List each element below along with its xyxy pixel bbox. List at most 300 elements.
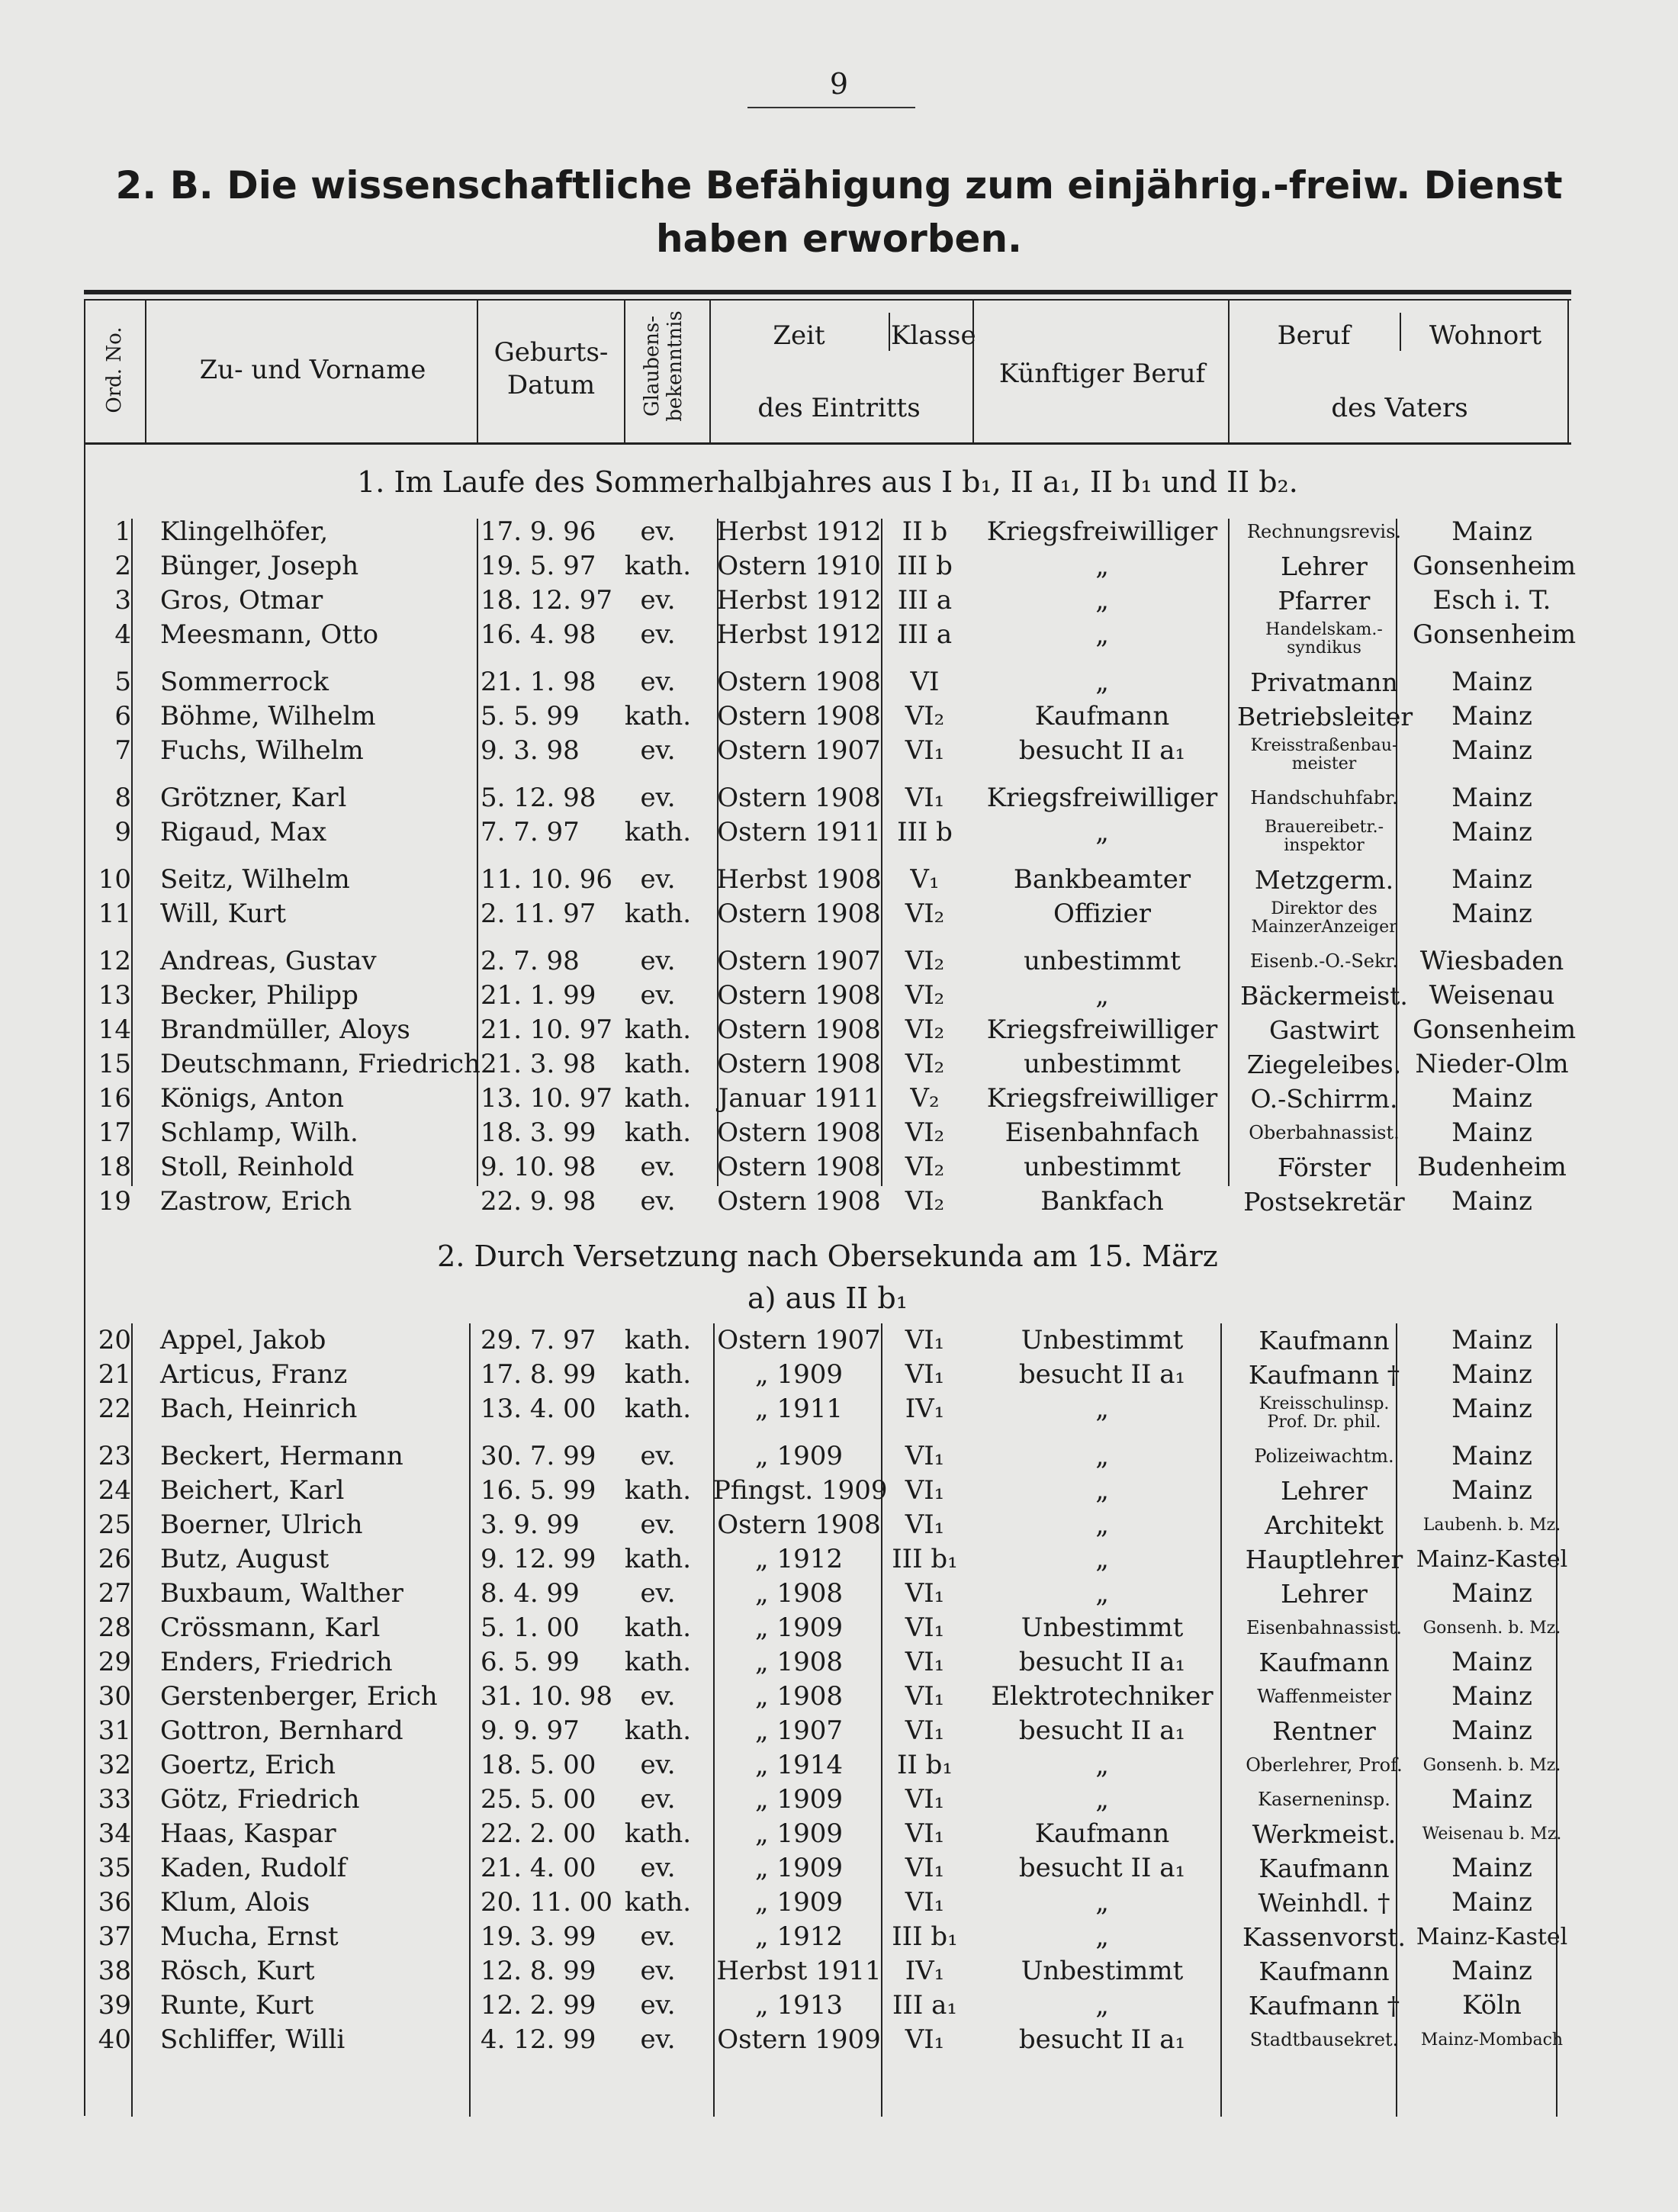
row-religion: ev. bbox=[640, 2024, 676, 2055]
row-future-job: „ bbox=[1095, 1509, 1109, 1540]
row-future-job: „ bbox=[1095, 1544, 1109, 1574]
row-entry-class: III a bbox=[897, 619, 953, 650]
table-row bbox=[84, 1185, 1571, 1219]
row-number: 27 bbox=[98, 1578, 131, 1609]
row-religion: ev. bbox=[640, 1750, 676, 1780]
row-entry-time: „ 1909 bbox=[755, 1887, 843, 1918]
row-number: 40 bbox=[98, 2024, 131, 2055]
table-row bbox=[84, 1150, 1571, 1185]
table-row bbox=[84, 1013, 1577, 1047]
header-religion-2: bekenntnis bbox=[664, 310, 686, 422]
row-future-job: besucht II a₁ bbox=[1018, 2024, 1186, 2055]
table-row bbox=[84, 863, 1571, 897]
row-father-town: Mainz bbox=[1451, 701, 1532, 731]
row-religion: kath. bbox=[624, 551, 692, 581]
row-father-town: Esch i. T. bbox=[1432, 585, 1551, 616]
row-future-job: „ bbox=[1095, 1784, 1109, 1815]
row-future-job: Kaufmann bbox=[1034, 1818, 1170, 1849]
table-row bbox=[84, 1920, 1571, 1954]
page-number-rule bbox=[747, 107, 915, 108]
row-birth-date: 2. 7. 98 bbox=[481, 946, 580, 976]
table-row bbox=[84, 781, 1571, 815]
row-entry-class: VI₂ bbox=[905, 1049, 945, 1079]
table-row bbox=[84, 1611, 1571, 1645]
row-entry-time: „ 1907 bbox=[755, 1715, 843, 1746]
row-entry-time: „ 1908 bbox=[755, 1681, 843, 1712]
row-number: 24 bbox=[98, 1475, 131, 1506]
row-entry-time: Herbst 1912 bbox=[716, 585, 882, 616]
row-entry-time: Ostern 1908 bbox=[717, 899, 881, 929]
row-religion: ev. bbox=[640, 1578, 676, 1609]
row-future-job: „ bbox=[1095, 551, 1109, 581]
row-name: Seitz, Wilhelm bbox=[160, 864, 350, 895]
table-row bbox=[84, 897, 1571, 944]
header-ord: Ord. No. bbox=[103, 326, 126, 413]
section-1-heading: 1. Im Laufe des Sommerhalbjahres aus I b₁, II a₁, II b₁ und II b₂. bbox=[357, 465, 1298, 499]
row-name: Brandmüller, Aloys bbox=[160, 1014, 410, 1045]
row-number: 12 bbox=[98, 946, 131, 976]
row-number: 30 bbox=[98, 1681, 131, 1712]
row-number: 22 bbox=[98, 1394, 131, 1424]
row-future-job: „ bbox=[1095, 1750, 1109, 1780]
row-birth-date: 21. 1. 98 bbox=[481, 667, 596, 697]
row-father-job: Kaserneninsp. bbox=[1258, 1789, 1390, 1810]
table-row bbox=[84, 979, 1571, 1013]
row-number: 8 bbox=[114, 783, 131, 813]
row-future-job: Bankbeamter bbox=[1013, 864, 1191, 895]
row-entry-class: VI₁ bbox=[905, 1818, 945, 1849]
row-number: 34 bbox=[98, 1818, 131, 1849]
row-entry-time: „ 1912 bbox=[755, 1921, 843, 1952]
row-religion: ev. bbox=[640, 1853, 676, 1883]
header-religion-1: Glaubens- bbox=[641, 315, 664, 417]
row-number: 37 bbox=[98, 1921, 131, 1952]
row-entry-time: Ostern 1910 bbox=[717, 551, 881, 581]
row-birth-date: 22. 9. 98 bbox=[481, 1186, 596, 1217]
row-father-town: Mainz bbox=[1451, 1681, 1532, 1712]
row-father-job: Stadtbausekret. bbox=[1249, 2029, 1399, 2050]
row-name: Rösch, Kurt bbox=[160, 1956, 315, 1986]
row-religion: kath. bbox=[624, 1647, 692, 1677]
row-father-town: Mainz bbox=[1451, 1784, 1532, 1815]
row-entry-time: Pfingst. 1909 bbox=[713, 1475, 888, 1506]
row-entry-class: VI₂ bbox=[905, 1014, 945, 1045]
row-entry-class: VI₁ bbox=[905, 735, 945, 766]
table-row bbox=[84, 1439, 1571, 1474]
row-name: Runte, Kurt bbox=[160, 1990, 314, 2021]
row-father-job: Architekt bbox=[1265, 1510, 1384, 1540]
row-birth-date: 12. 2. 99 bbox=[481, 1990, 596, 2021]
row-entry-time: „ 1909 bbox=[755, 1853, 843, 1883]
row-father-town: Gonsenheim bbox=[1413, 619, 1577, 650]
row-religion: ev. bbox=[640, 980, 676, 1011]
row-father-town: Weisenau b. Mz. bbox=[1422, 1825, 1562, 1844]
row-religion: ev. bbox=[640, 1186, 676, 1217]
row-father-town: Mainz bbox=[1451, 1647, 1532, 1677]
row-entry-time: Herbst 1911 bbox=[716, 1956, 882, 1986]
page-title: 2. B. Die wissenschaftliche Befähigung zum einjährig.-freiw. Dienst haben erworben. bbox=[115, 163, 1563, 261]
row-entry-time: „ 1912 bbox=[755, 1544, 843, 1574]
table-row bbox=[84, 1047, 1571, 1082]
row-birth-date: 31. 10. 98 bbox=[481, 1681, 613, 1712]
table-row bbox=[84, 1358, 1571, 1392]
row-father-job: Förster bbox=[1277, 1153, 1371, 1182]
row-religion: kath. bbox=[624, 899, 692, 929]
table-row bbox=[84, 1116, 1571, 1150]
row-entry-time: Ostern 1908 bbox=[717, 783, 881, 813]
row-religion: kath. bbox=[624, 1612, 692, 1643]
row-name: Gros, Otmar bbox=[160, 585, 323, 616]
row-father-town: Mainz bbox=[1451, 1475, 1532, 1506]
row-father-town: Laubenh. b. Mz. bbox=[1422, 1516, 1561, 1535]
row-religion: ev. bbox=[640, 619, 676, 650]
row-birth-date: 11. 10. 96 bbox=[481, 864, 613, 895]
row-father-town: Gonsenheim bbox=[1413, 1014, 1577, 1045]
row-entry-time: Ostern 1907 bbox=[717, 735, 881, 766]
row-father-town: Wiesbaden bbox=[1419, 946, 1564, 976]
row-name: Bach, Heinrich bbox=[160, 1394, 358, 1424]
row-entry-class: VI₁ bbox=[905, 1853, 945, 1883]
row-number: 36 bbox=[98, 1887, 131, 1918]
row-religion: ev. bbox=[640, 516, 676, 547]
table-row bbox=[84, 1508, 1571, 1542]
row-number: 23 bbox=[98, 1441, 131, 1471]
row-number: 31 bbox=[98, 1715, 131, 1746]
row-number: 21 bbox=[98, 1359, 131, 1390]
row-entry-class: VI₁ bbox=[905, 1647, 945, 1677]
row-number: 39 bbox=[98, 1990, 131, 2021]
row-entry-class: VI₁ bbox=[905, 1509, 945, 1540]
row-entry-time: „ 1909 bbox=[755, 1359, 843, 1390]
row-future-job: besucht II a₁ bbox=[1018, 1715, 1186, 1746]
row-name: Stoll, Reinhold bbox=[160, 1152, 355, 1182]
row-entry-time: „ 1914 bbox=[755, 1750, 843, 1780]
row-entry-time: Ostern 1908 bbox=[717, 1117, 881, 1148]
row-father-town: Mainz bbox=[1451, 667, 1532, 697]
row-birth-date: 16. 5. 99 bbox=[481, 1475, 596, 1506]
row-name: Crössmann, Karl bbox=[160, 1612, 381, 1643]
table-row bbox=[84, 515, 1571, 549]
row-future-job: Kriegsfreiwilliger bbox=[986, 1014, 1218, 1045]
table-row bbox=[84, 1783, 1571, 1817]
row-birth-date: 19. 3. 99 bbox=[481, 1921, 596, 1952]
row-father-job: Rechnungsrevis. bbox=[1246, 521, 1402, 542]
row-birth-date: 16. 4. 98 bbox=[481, 619, 596, 650]
table-row bbox=[84, 1714, 1571, 1748]
row-entry-class: VI₂ bbox=[905, 701, 945, 731]
row-father-town: Mainz bbox=[1451, 817, 1532, 847]
row-entry-time: Ostern 1908 bbox=[717, 701, 881, 731]
row-number: 35 bbox=[98, 1853, 131, 1883]
row-father-job: Kaufmann bbox=[1258, 1326, 1390, 1355]
row-entry-time: „ 1908 bbox=[755, 1578, 843, 1609]
row-father-town: Weisenau bbox=[1429, 980, 1555, 1011]
section-2-heading: 2. Durch Versetzung nach Obersekunda am 15. März bbox=[437, 1239, 1218, 1273]
row-future-job: „ bbox=[1095, 1887, 1109, 1918]
header-klasse: Klasse bbox=[891, 320, 976, 351]
row-name: Beckert, Hermann bbox=[160, 1441, 403, 1471]
row-religion: ev. bbox=[640, 1956, 676, 1986]
row-birth-date: 17. 9. 96 bbox=[481, 516, 596, 547]
row-entry-class: VI₁ bbox=[905, 2024, 945, 2055]
row-number: 17 bbox=[98, 1117, 131, 1148]
row-father-job: Privatmann bbox=[1250, 667, 1398, 697]
row-religion: kath. bbox=[624, 1049, 692, 1079]
row-number: 10 bbox=[98, 864, 131, 895]
row-religion: kath. bbox=[624, 1544, 692, 1574]
row-entry-class: VI₁ bbox=[905, 1475, 945, 1506]
row-number: 1 bbox=[114, 516, 131, 547]
row-number: 20 bbox=[98, 1325, 131, 1355]
row-entry-time: Ostern 1908 bbox=[717, 1509, 881, 1540]
row-future-job: unbestimmt bbox=[1024, 946, 1181, 976]
row-father-town: Mainz bbox=[1451, 735, 1532, 766]
row-future-job: Unbestimmt bbox=[1021, 1612, 1184, 1643]
row-birth-date: 29. 7. 97 bbox=[481, 1325, 596, 1355]
row-number: 32 bbox=[98, 1750, 131, 1780]
header-divider bbox=[624, 301, 625, 442]
table-row bbox=[84, 1886, 1571, 1920]
row-father-job: Waffenmeister bbox=[1257, 1686, 1391, 1707]
header-divider bbox=[1400, 313, 1401, 351]
table-row bbox=[84, 699, 1571, 734]
row-name: Goertz, Erich bbox=[160, 1750, 336, 1780]
row-future-job: Kriegsfreiwilliger bbox=[986, 516, 1218, 547]
row-birth-date: 9. 12. 99 bbox=[481, 1544, 596, 1574]
row-birth-date: 30. 7. 99 bbox=[481, 1441, 596, 1471]
row-birth-date: 2. 11. 97 bbox=[481, 899, 596, 929]
row-religion: kath. bbox=[624, 1117, 692, 1148]
row-name: Appel, Jakob bbox=[160, 1325, 326, 1355]
row-number: 18 bbox=[98, 1152, 131, 1182]
row-name: Haas, Kaspar bbox=[160, 1818, 336, 1849]
table-row bbox=[84, 1542, 1571, 1577]
row-future-job: Kaufmann bbox=[1034, 701, 1170, 731]
table-row bbox=[84, 1645, 1571, 1680]
row-future-job: „ bbox=[1095, 667, 1109, 697]
header-divider bbox=[709, 301, 711, 442]
row-entry-time: Ostern 1908 bbox=[717, 1152, 881, 1182]
row-father-job: Handelskam.-syndikus bbox=[1265, 620, 1383, 657]
row-entry-class: VI₁ bbox=[905, 1784, 945, 1815]
section-1-rows bbox=[84, 515, 1577, 1219]
table-row bbox=[84, 1954, 1571, 1989]
table-row bbox=[84, 1989, 1571, 2023]
row-father-town: Budenheim bbox=[1417, 1152, 1567, 1182]
row-birth-date: 13. 10. 97 bbox=[481, 1083, 613, 1114]
row-future-job: Unbestimmt bbox=[1021, 1956, 1184, 1986]
row-birth-date: 22. 2. 00 bbox=[481, 1818, 596, 1849]
row-father-job: Oberlehrer, Prof. bbox=[1246, 1754, 1403, 1776]
row-father-job: Eisenbahnassist. bbox=[1246, 1617, 1402, 1638]
row-future-job: „ bbox=[1095, 619, 1109, 650]
row-future-job: Kriegsfreiwilliger bbox=[986, 783, 1218, 813]
table-row bbox=[84, 815, 1571, 863]
row-entry-class: VI₁ bbox=[905, 1887, 945, 1918]
row-father-town: Gonsenheim bbox=[1413, 551, 1577, 581]
row-future-job: „ bbox=[1095, 1578, 1109, 1609]
row-father-job: Direktor des MainzerAnzeiger bbox=[1251, 899, 1397, 937]
table-row bbox=[84, 618, 1577, 665]
row-religion: ev. bbox=[640, 1441, 676, 1471]
row-entry-time: „ 1909 bbox=[755, 1612, 843, 1643]
row-birth-date: 9. 9. 97 bbox=[481, 1715, 580, 1746]
row-religion: ev. bbox=[640, 1990, 676, 2021]
row-name: Bünger, Joseph bbox=[160, 551, 359, 581]
row-entry-class: IV₁ bbox=[905, 1956, 945, 1986]
row-entry-class: VI₁ bbox=[905, 1681, 945, 1712]
row-father-job: Rentner bbox=[1272, 1716, 1376, 1746]
row-religion: kath. bbox=[624, 1325, 692, 1355]
row-entry-class: III a₁ bbox=[892, 1990, 957, 2021]
row-future-job: besucht II a₁ bbox=[1018, 1359, 1186, 1390]
row-father-job: Kreisschulinsp. Prof. Dr. phil. bbox=[1258, 1394, 1390, 1432]
row-father-job: Kreisstraßenbau-meister bbox=[1250, 736, 1398, 773]
row-entry-class: VI₂ bbox=[905, 946, 945, 976]
row-father-job: Ziegeleibes. bbox=[1246, 1050, 1402, 1079]
row-religion: ev. bbox=[640, 1509, 676, 1540]
row-birth-date: 21. 10. 97 bbox=[481, 1014, 613, 1045]
row-name: Sommerrock bbox=[160, 667, 329, 697]
header-divider bbox=[889, 313, 890, 351]
row-birth-date: 18. 3. 99 bbox=[481, 1117, 596, 1148]
row-entry-time: Ostern 1908 bbox=[717, 1049, 881, 1079]
row-name: Gottron, Bernhard bbox=[160, 1715, 403, 1746]
row-name: Buxbaum, Walther bbox=[160, 1578, 403, 1609]
row-father-job: Kassenvorst. bbox=[1242, 1922, 1406, 1952]
row-name: Böhme, Wilhelm bbox=[160, 701, 376, 731]
table-top-rule bbox=[84, 290, 1571, 294]
results-table bbox=[84, 290, 1577, 2120]
row-father-job: Lehrer bbox=[1281, 551, 1368, 581]
row-birth-date: 19. 5. 97 bbox=[481, 551, 596, 581]
row-father-job: Pfarrer bbox=[1278, 586, 1371, 616]
row-father-job: Postsekretär bbox=[1243, 1187, 1405, 1217]
row-number: 4 bbox=[114, 619, 131, 650]
row-father-town: Mainz bbox=[1451, 1441, 1532, 1471]
row-religion: kath. bbox=[624, 701, 692, 731]
row-number: 14 bbox=[98, 1014, 131, 1045]
row-number: 16 bbox=[98, 1083, 131, 1114]
row-religion: kath. bbox=[624, 1083, 692, 1114]
table-row bbox=[84, 1323, 1571, 1358]
row-future-job: Kriegsfreiwilliger bbox=[986, 1083, 1218, 1114]
row-number: 38 bbox=[98, 1956, 131, 1986]
row-name: Schliffer, Willi bbox=[160, 2024, 346, 2055]
row-entry-class: VI₁ bbox=[905, 1715, 945, 1746]
section-2a-heading: a) aus II b₁ bbox=[747, 1281, 908, 1315]
row-religion: ev. bbox=[640, 864, 676, 895]
table-row bbox=[84, 2023, 1571, 2057]
row-birth-date: 9. 10. 98 bbox=[481, 1152, 596, 1182]
row-entry-time: „ 1908 bbox=[755, 1647, 843, 1677]
row-father-town: Mainz bbox=[1451, 1715, 1532, 1746]
row-father-job: Lehrer bbox=[1281, 1579, 1368, 1609]
row-religion: ev. bbox=[640, 667, 676, 697]
header-father: des Vaters bbox=[1331, 393, 1468, 423]
row-entry-class: VI bbox=[910, 667, 940, 697]
row-entry-class: VI₁ bbox=[905, 1612, 945, 1643]
header-birth-1: Geburts- bbox=[493, 337, 609, 368]
row-number: 28 bbox=[98, 1612, 131, 1643]
row-father-town: Mainz bbox=[1451, 1359, 1532, 1390]
row-entry-time: Ostern 1908 bbox=[717, 667, 881, 697]
row-entry-time: „ 1913 bbox=[755, 1990, 843, 2021]
row-future-job: „ bbox=[1095, 585, 1109, 616]
row-future-job: „ bbox=[1095, 817, 1109, 847]
row-entry-class: III b bbox=[897, 551, 953, 581]
row-entry-class: III a bbox=[897, 585, 953, 616]
row-father-job: Kaufmann bbox=[1258, 1648, 1390, 1677]
table-top-rule-thin bbox=[84, 299, 1571, 301]
row-name: Mucha, Ernst bbox=[160, 1921, 339, 1952]
row-name: Becker, Philipp bbox=[160, 980, 358, 1011]
row-father-town: Mainz bbox=[1451, 1117, 1532, 1148]
row-birth-date: 13. 4. 00 bbox=[481, 1394, 596, 1424]
row-number: 7 bbox=[114, 735, 131, 766]
row-name: Königs, Anton bbox=[160, 1083, 345, 1114]
row-religion: ev. bbox=[640, 585, 676, 616]
row-birth-date: 4. 12. 99 bbox=[481, 2024, 596, 2055]
row-religion: kath. bbox=[624, 1014, 692, 1045]
row-birth-date: 9. 3. 98 bbox=[481, 735, 580, 766]
row-future-job: besucht II a₁ bbox=[1018, 1647, 1186, 1677]
row-entry-class: VI₁ bbox=[905, 783, 945, 813]
row-father-job: Brauereibetr.-inspektor bbox=[1264, 818, 1384, 855]
row-religion: ev. bbox=[640, 946, 676, 976]
row-name: Andreas, Gustav bbox=[160, 946, 377, 976]
row-number: 13 bbox=[98, 980, 131, 1011]
row-entry-class: VI₁ bbox=[905, 1578, 945, 1609]
header-future-job: Künftiger Beruf bbox=[998, 358, 1206, 389]
row-father-job: Kaufmann † bbox=[1248, 1360, 1400, 1390]
table-row bbox=[84, 944, 1571, 979]
row-birth-date: 21. 4. 00 bbox=[481, 1853, 596, 1883]
row-birth-date: 25. 5. 00 bbox=[481, 1784, 596, 1815]
row-father-job: Weinhdl. † bbox=[1258, 1888, 1390, 1918]
row-father-job: Betriebsleiter bbox=[1237, 702, 1413, 731]
row-father-town: Mainz bbox=[1451, 516, 1532, 547]
row-father-town: Mainz-Mombach bbox=[1420, 2030, 1564, 2050]
row-religion: ev. bbox=[640, 1152, 676, 1182]
header-bottom-rule bbox=[84, 442, 1571, 445]
row-entry-class: V₁ bbox=[910, 864, 940, 895]
row-name: Klum, Alois bbox=[160, 1887, 310, 1918]
row-father-town: Nieder-Olm bbox=[1415, 1049, 1569, 1079]
row-entry-class: II b₁ bbox=[896, 1750, 953, 1780]
row-father-job: Kaufmann bbox=[1258, 1854, 1390, 1883]
row-father-town: Mainz bbox=[1451, 1956, 1532, 1986]
row-name: Meesmann, Otto bbox=[160, 619, 379, 650]
row-future-job: Offizier bbox=[1053, 899, 1152, 929]
row-entry-time: Herbst 1908 bbox=[716, 864, 882, 895]
row-religion: ev. bbox=[640, 735, 676, 766]
page-number: 9 bbox=[829, 67, 849, 101]
row-number: 33 bbox=[98, 1784, 131, 1815]
row-entry-class: VI₂ bbox=[905, 980, 945, 1011]
row-father-job: Metzgerm. bbox=[1254, 865, 1394, 895]
row-father-town: Mainz bbox=[1451, 899, 1532, 929]
row-entry-class: VI₁ bbox=[905, 1441, 945, 1471]
row-father-job: Oberbahnassist. bbox=[1249, 1122, 1400, 1143]
row-birth-date: 5. 5. 99 bbox=[481, 701, 580, 731]
row-birth-date: 21. 3. 98 bbox=[481, 1049, 596, 1079]
row-entry-time: Ostern 1909 bbox=[717, 2024, 881, 2055]
row-future-job: unbestimmt bbox=[1024, 1152, 1181, 1182]
row-father-town: Mainz bbox=[1451, 1325, 1532, 1355]
row-entry-class: IV₁ bbox=[905, 1394, 945, 1424]
row-number: 29 bbox=[98, 1647, 131, 1677]
